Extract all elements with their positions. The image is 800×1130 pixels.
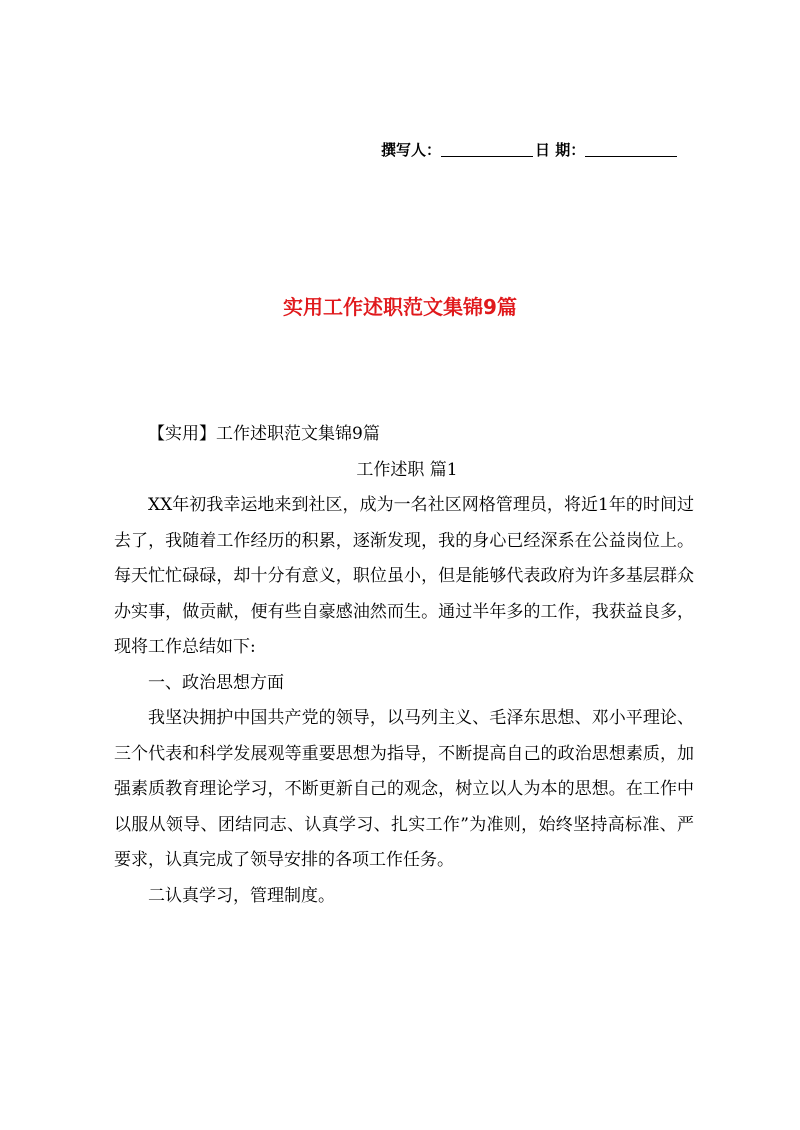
paragraph-heading-study: 二认真学习，管理制度。	[148, 885, 335, 906]
author-label: 撰写人：	[381, 141, 442, 159]
paragraph-heading-politics: 一、政治思想方面	[148, 672, 284, 693]
document-body	[114, 417, 694, 914]
section-heading: 工作述职 篇1	[356, 459, 458, 480]
document-subtitle: 【实用】工作述职范文集锦9篇	[148, 424, 380, 444]
author-date-line	[381, 139, 679, 160]
document-title: 实用工作述职范文集锦9篇	[283, 295, 517, 319]
paragraph-intro: XX年初我幸运地来到社区，成为一名社区网格管理员，将近1年的时间过去了，我随着工作经历的积累，逐渐发现，我的身心已经深系在公益岗位上。每天忙忙碌碌，却十分有意义，职位虽小，但是能够代表政府为许多基层群众办实事，做贡献，便有些自豪感油然而生。通过半年多的工作，我获益良多，现将工作总结如下:	[114, 495, 694, 657]
date-blank	[585, 142, 677, 157]
paragraph-politics: 我坚决拥护中国共产党的领导，以马列主义、毛泽东思想、邓小平理论、三个代表和科学发展观等重要思想为指导，不断提高自己的政治思想素质，加强素质教育理论学习，不断更新自己的观念，树立以人为本的思想。在工作中以服从领导、团结同志、认真学习、扎实工作”为准则，始终坚持高标准、严要求，认真完成了领导安排的各项工作任务。	[114, 708, 694, 870]
author-blank	[441, 142, 533, 157]
date-label: 日 期：	[535, 141, 586, 159]
